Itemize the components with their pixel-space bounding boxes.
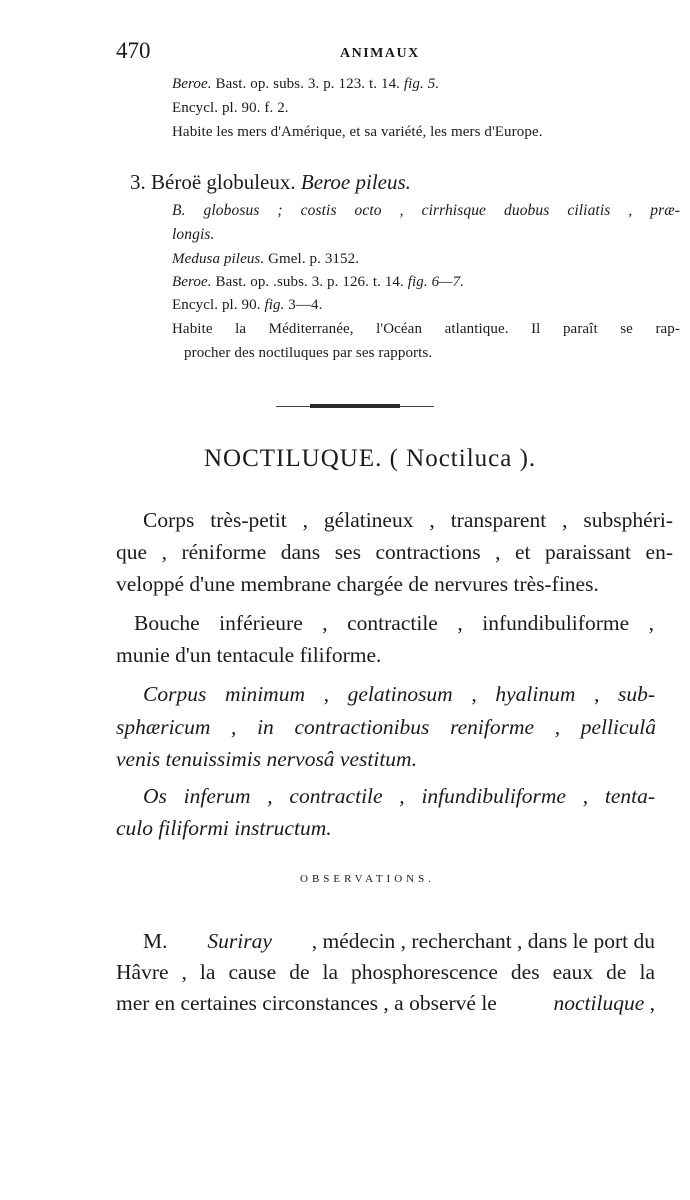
person-name: Suriray xyxy=(207,929,272,953)
synonym-line xyxy=(172,297,322,314)
text-fragment: M. xyxy=(143,929,168,953)
figure-ref: fig. xyxy=(264,297,285,313)
text-line: que , réniforme dans ses contractions , et paraissant en- xyxy=(116,540,673,564)
taxon-name: Beroe. xyxy=(172,76,212,92)
reference-text: 3—4. xyxy=(288,297,323,313)
taxon-name: Beroe. xyxy=(172,274,212,290)
figure-ref: fig. 6—7. xyxy=(407,274,465,290)
text-line: culo filiformi instructum. xyxy=(116,816,332,840)
species-heading xyxy=(130,170,411,195)
taxon-name: noctiluque xyxy=(553,991,645,1015)
diagnosis-line: B. globosus ; costis octo , cirrhisque duobus ciliatis , præ- xyxy=(172,202,680,219)
text-fragment: mer en certaines circonstances , a observé le xyxy=(116,991,497,1015)
text-line: venis tenuissimis nervosâ vestitum. xyxy=(116,747,417,771)
reference-text: Encycl. pl. 90. xyxy=(172,297,261,313)
text-line: Bouche inférieure , contractile , infundibuliforme , xyxy=(134,611,654,635)
species-number: 3. xyxy=(130,170,146,194)
habitat-line: Habite la Méditerranée, l'Océan atlantique. Il paraît se rap- xyxy=(172,321,680,337)
text-line: Os inferum , contractile , infundibuliforme , tenta- xyxy=(143,784,655,808)
reference-text: Gmel. p. 3152. xyxy=(268,251,360,267)
page-number: 470 xyxy=(116,38,151,63)
text-line: Corpus minimum , gelatinosum , hyalinum , sub- xyxy=(143,682,655,706)
observation-line xyxy=(143,929,655,954)
taxon-name: Medusa pileus. xyxy=(172,251,265,267)
running-title: ANIMAUX xyxy=(340,46,420,61)
synonym-line xyxy=(172,274,464,291)
diagnosis-line: longis. xyxy=(172,226,215,243)
reference-text: Bast. op. .subs. 3. p. 126. t. 14. xyxy=(215,274,404,290)
observations-heading: OBSERVATIONS. xyxy=(300,873,435,885)
species-latin-name: Beroe pileus. xyxy=(300,170,411,194)
text-line: sphæricum , in contractionibus reniforme , pelliculâ xyxy=(116,715,656,739)
text-fragment: , médecin , recherchant , dans le port du xyxy=(311,929,655,953)
genus-title: NOCTILUQUE. ( Noctiluca ). xyxy=(204,445,537,472)
text-line: Corps très-petit , gélatineux , transparent , subsphéri- xyxy=(143,508,673,532)
habitat-line: Habite les mers d'Amérique, et sa variété, les mers d'Europe. xyxy=(172,124,543,140)
habitat-line: procher des noctiluques par ses rapports. xyxy=(184,345,433,361)
section-divider xyxy=(310,404,400,408)
encycl-ref-line: Encycl. pl. 90. f. 2. xyxy=(172,100,289,116)
observation-line: Hâvre , la cause de la phosphorescence des eaux de la xyxy=(116,960,655,984)
species-french-name: Béroë globuleux. xyxy=(151,170,296,194)
beroe-ref-line xyxy=(172,76,439,93)
observation-line xyxy=(116,991,655,1016)
text-line: munie d'un tentacule filiforme. xyxy=(116,643,382,667)
synonym-line xyxy=(172,251,359,268)
reference-text: Bast. op. subs. 3. p. 123. t. 14. xyxy=(215,76,401,92)
text-line: veloppé d'une membrane chargée de nervures très-fines. xyxy=(116,572,599,596)
figure-ref: fig. 5. xyxy=(403,76,440,92)
text-fragment: , xyxy=(649,991,655,1015)
